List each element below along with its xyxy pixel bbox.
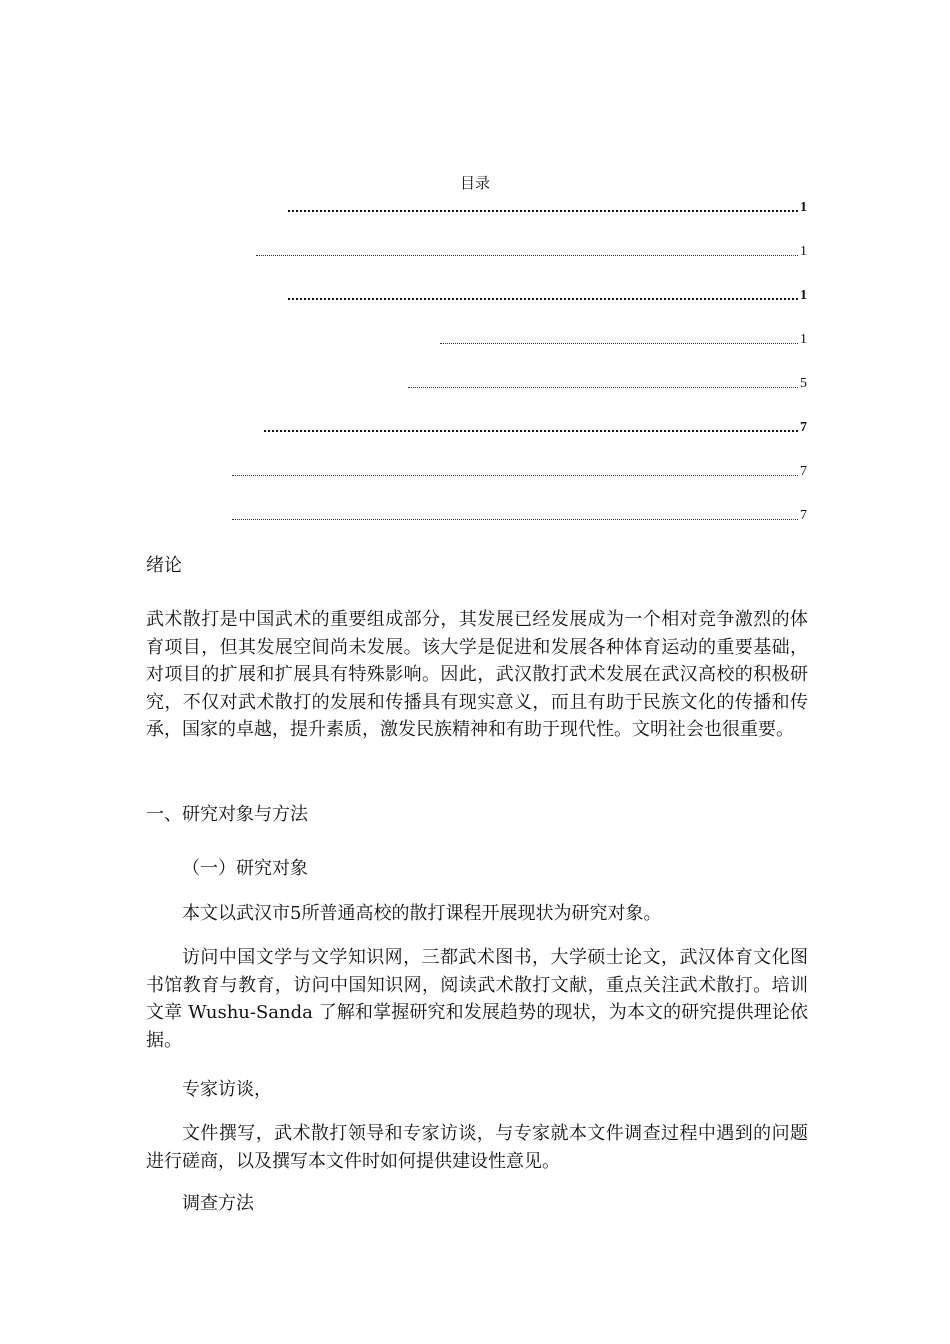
toc-leader [440, 342, 798, 344]
toc-entry[interactable] [232, 504, 807, 524]
toc-leader [232, 518, 798, 520]
subject-paragraph: 本文以武汉市5所普通高校的散打课程开展现状为研究对象。 [182, 903, 662, 924]
toc-entry[interactable] [408, 372, 807, 392]
toc-entry[interactable] [440, 328, 807, 348]
toc-page-number: 7 [800, 420, 807, 435]
toc-page-number: 7 [800, 508, 807, 523]
intro-heading: 绪论 [146, 555, 182, 576]
toc-page-number: 1 [800, 332, 807, 347]
toc-leader [232, 474, 798, 476]
toc-page-number: 1 [800, 200, 807, 215]
expert-paragraph: 文件撰写，武术散打领导和专家访谈，与专家就本文件调查过程中遇到的问题进行磋商，以及撰写本文件时如何提供建设性意见。 [146, 1123, 808, 1172]
subsection-heading: （一）研究对象 [182, 858, 308, 879]
survey-method-heading: 调查方法 [182, 1193, 254, 1214]
toc-entry[interactable] [232, 460, 807, 480]
section-heading: 一、研究对象与方法 [146, 804, 308, 825]
toc-leader [408, 386, 798, 388]
toc-page-number: 1 [800, 244, 807, 259]
toc-entry[interactable] [264, 416, 807, 436]
toc-page-number: 1 [800, 288, 807, 303]
toc-entry[interactable] [288, 196, 807, 216]
toc-page-number: 7 [800, 464, 807, 479]
toc-entry[interactable] [288, 284, 807, 304]
expert-interview-heading: 专家访谈， [182, 1079, 272, 1100]
toc-page-number: 5 [800, 376, 807, 391]
toc-leader [288, 209, 798, 212]
toc-title: 目录 [459, 174, 490, 192]
toc-entry[interactable] [256, 240, 807, 260]
literature-paragraph: 访问中国文学与文学知识网，三都武术图书，大学硕士论文，武汉体育文化图书馆教育与教育，访问中国知识网，阅读武术散打文献，重点关注武术散打。培训文章 Wushu-Sanda 了解和掌握研究和发展趋势的现状，为本文的研究提供理论依据。 [146, 947, 808, 1051]
toc-leader [256, 254, 798, 256]
toc-leader [264, 429, 798, 432]
intro-paragraph: 武术散打是中国武术的重要组成部分，其发展已经发展成为一个相对竞争激烈的体育项目，但其发展空间尚未发展。该大学是促进和发展各种体育运动的重要基础，对项目的扩展和扩展具有特殊影响。因此，武汉散打武术发展在武汉高校的积极研究，不仅对武术散打的发展和传播具有现实意义，而且有助于民族文化的传播和传承，国家的卓越，提升素质，激发民族精神和有助于现代性。文明社会也很重要。 [146, 609, 808, 740]
toc-leader [288, 297, 798, 300]
